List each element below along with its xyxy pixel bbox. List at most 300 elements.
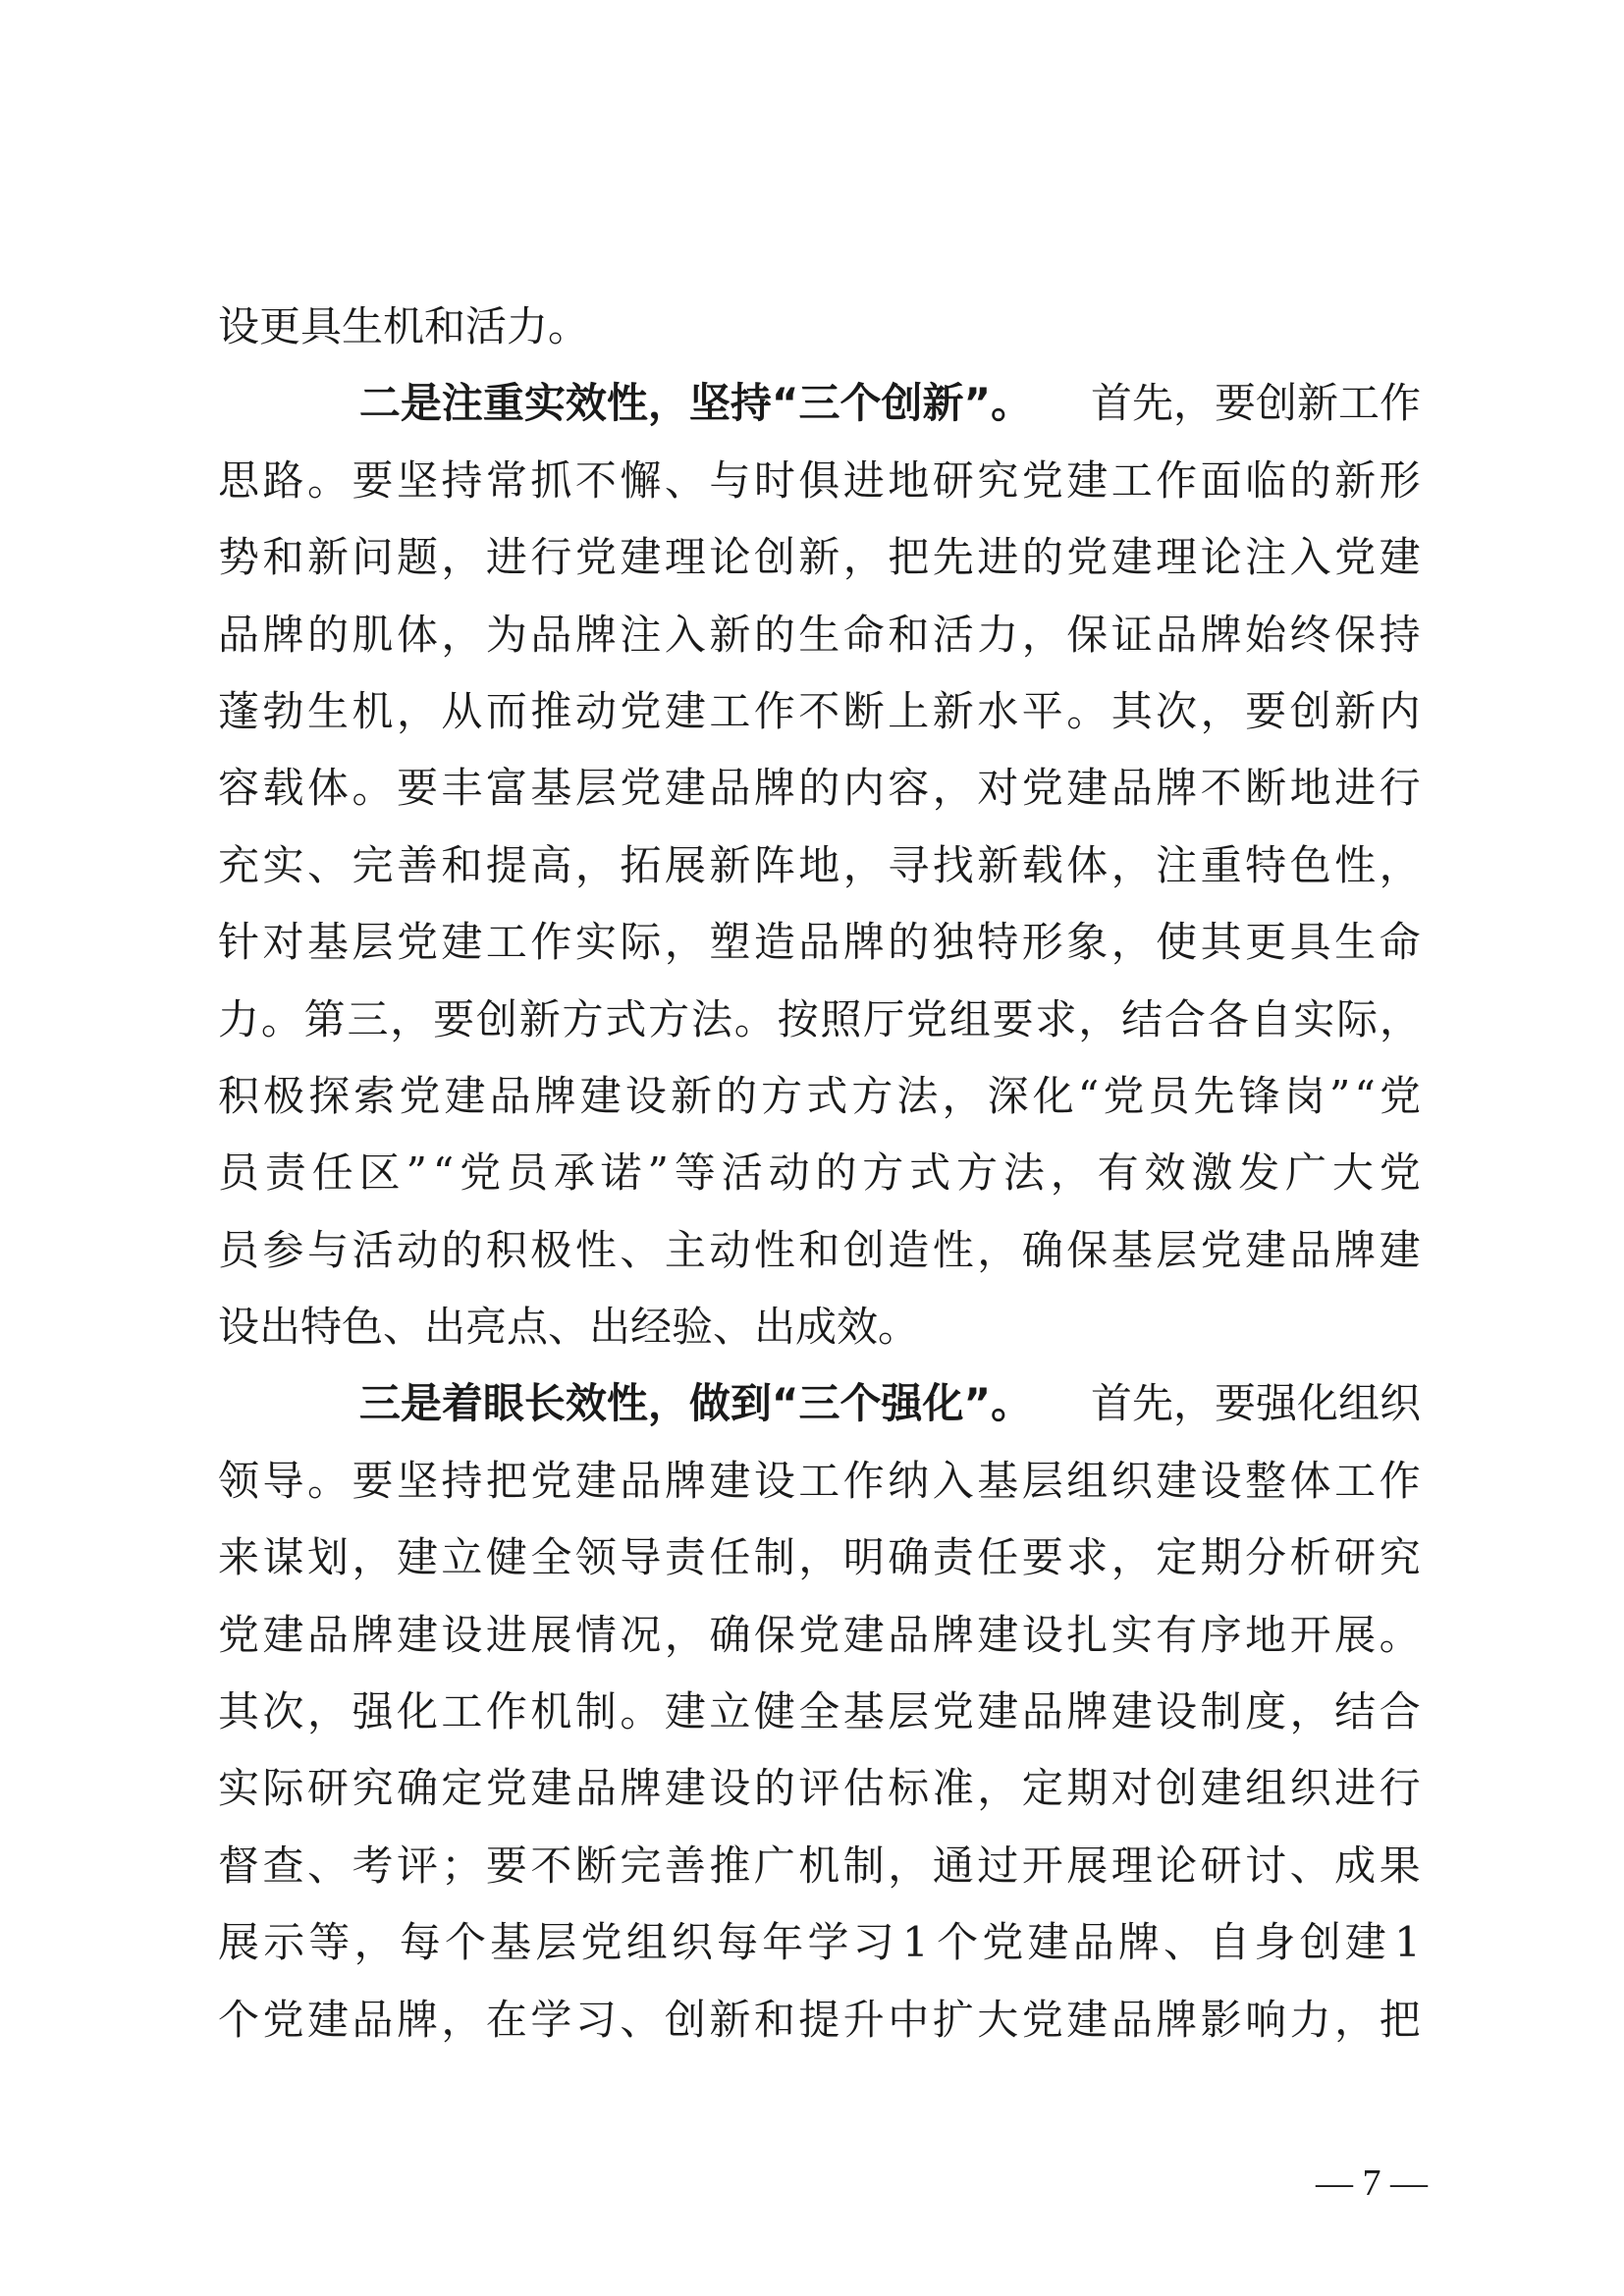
text-char: ， (1379, 994, 1421, 1043)
text-line (218, 750, 1421, 827)
text-char: 和 (753, 1995, 795, 2044)
text-char: 勃 (262, 686, 304, 735)
text-char: 终 (1289, 610, 1331, 659)
text-char: 持 (441, 1456, 483, 1505)
text-char: 党 (1066, 533, 1109, 582)
text-char: 和 (888, 610, 930, 659)
text-char: 党 (1021, 1995, 1063, 2044)
text-char: 品 (352, 1995, 394, 2044)
text-char: 坚 (396, 455, 438, 505)
text-char: 扎 (1066, 1610, 1109, 1659)
text-line-content: 首先，要创新工作 (1090, 379, 1421, 428)
text-char: 论 (1200, 533, 1242, 582)
text-char: 确 (888, 1533, 930, 1582)
text-char: 持 (441, 455, 483, 505)
text-char: 强 (352, 1687, 394, 1736)
text-char: 建 (1200, 1764, 1242, 1813)
text-char: ， (574, 840, 617, 889)
text-char: 极 (530, 1225, 572, 1274)
text-char: 新 (932, 686, 974, 735)
text-char: 等 (674, 1148, 716, 1198)
text-char: 。 (733, 994, 776, 1043)
text-char: 设 (709, 1764, 751, 1813)
text-char: 动 (396, 1225, 438, 1274)
text-char: 激 (1191, 1148, 1233, 1198)
text-char: 地 (1289, 764, 1331, 813)
text-char: 果 (1379, 1841, 1421, 1890)
text-char: 发 (1238, 1148, 1280, 1198)
text-char: ， (1110, 840, 1153, 889)
text-char: 式 (806, 1071, 848, 1120)
text-char: 动 (768, 1148, 810, 1198)
text-char: 和 (441, 840, 483, 889)
text-char: 。 (260, 994, 302, 1043)
text-char: 党 (906, 994, 948, 1043)
text-char: 肌 (352, 610, 394, 659)
text-char: 组 (1245, 1764, 1287, 1813)
text-char: 阵 (753, 840, 795, 889)
text-char: 等 (308, 1918, 351, 1967)
text-char: 保 (1334, 610, 1377, 659)
text-char: 、 (306, 1841, 349, 1890)
text-char: 诺 (600, 1148, 642, 1198)
text-char: 先 (932, 533, 974, 582)
text-char: 动 (709, 1225, 751, 1274)
text-char: 地 (798, 840, 840, 889)
text-char: 题 (396, 533, 438, 582)
text-char: 论 (709, 533, 751, 582)
text-char: 设 (1200, 1456, 1242, 1505)
text-char: 容 (888, 764, 930, 813)
text-char: 俱 (798, 455, 840, 505)
text-char: 党 (1200, 1225, 1242, 1274)
text-char: 效 (1144, 1148, 1186, 1198)
text-char: 次 (262, 1687, 304, 1736)
text-char: 结 (1334, 1687, 1377, 1736)
text-char: 习 (852, 1918, 894, 1967)
text-char: 特 (1245, 840, 1287, 889)
text-char: 建 (977, 1610, 1019, 1659)
text-char: 推 (709, 1841, 751, 1890)
text-char: 工 (1334, 1456, 1377, 1505)
text-char: 机 (798, 1841, 840, 1890)
text-char: 入 (932, 1456, 974, 1505)
text-char: 新 (1334, 686, 1377, 735)
text-char: 组 (948, 994, 991, 1043)
text-line (218, 1289, 1421, 1365)
text-char: ， (441, 610, 483, 659)
text-char: 创 (475, 994, 517, 1043)
text-char: 责 (264, 1148, 306, 1198)
text-char: 作 (753, 686, 795, 735)
text-char: 展 (218, 1918, 260, 1967)
text-char: 方 (648, 994, 690, 1043)
text-char: 求 (1035, 994, 1077, 1043)
text-char: 照 (820, 994, 862, 1043)
text-line (218, 904, 1421, 981)
text-char: 党 (262, 1995, 304, 2044)
text-char: 新 (670, 1071, 712, 1120)
text-char: 创 (664, 1995, 706, 2044)
text-char: 厅 (863, 994, 905, 1043)
text-char: 每 (399, 1918, 441, 1967)
text-char: 党 (982, 1918, 1024, 1967)
text-char: 力 (218, 994, 260, 1043)
text-char: 找 (932, 840, 974, 889)
text-char: 开 (1021, 1841, 1063, 1890)
text-char: ， (664, 918, 706, 967)
text-char: 活 (721, 1148, 763, 1198)
text-char: 建 (709, 1456, 751, 1505)
text-char: 。 (306, 1456, 349, 1505)
text-char: 组 (625, 1918, 668, 1967)
text-char: 定 (1156, 1533, 1198, 1582)
text-char: 度 (1245, 1687, 1287, 1736)
text-char: 创 (1156, 1764, 1198, 1813)
page-number: — 7 — (1316, 2163, 1428, 2204)
text-char: ， (977, 1225, 1019, 1274)
text-char: 品 (574, 1764, 617, 1813)
text-char: 研 (306, 1764, 349, 1813)
text-char: 建 (620, 533, 662, 582)
text-char: 体 (1066, 840, 1109, 889)
text-char: 在 (485, 1995, 527, 2044)
text-char: 法 (690, 994, 732, 1043)
text-char: 际 (1336, 994, 1379, 1043)
text-char: 持 (1379, 610, 1421, 659)
text-char: 层 (574, 764, 617, 813)
text-char: ， (1050, 1148, 1092, 1198)
text-char: 大 (1331, 1148, 1374, 1198)
text-char: 区 (358, 1148, 401, 1198)
text-char: 实 (574, 918, 617, 967)
text-char: 品 (1110, 764, 1153, 813)
text-char: 体 (306, 764, 349, 813)
text-char: 个 (444, 1918, 486, 1967)
text-char: 法 (896, 1071, 939, 1120)
text-char: ” (647, 1148, 670, 1198)
text-char: 蓬 (218, 686, 260, 735)
text-char: 要 (1245, 686, 1287, 735)
text-char: 织 (1289, 1764, 1331, 1813)
text-char: 党 (1334, 533, 1377, 582)
text-char: 平 (1021, 686, 1063, 735)
text-char: 活 (352, 1225, 394, 1274)
text-char: 路 (262, 455, 304, 505)
text-char: 升 (842, 1995, 885, 2044)
text-char: 党 (1103, 1071, 1145, 1120)
text-char: 化 (1032, 1071, 1074, 1120)
text-char: 设 (1156, 1687, 1198, 1736)
text-char: 地 (1245, 1610, 1287, 1659)
text-char: 针 (218, 918, 260, 967)
text-char: 党 (620, 764, 662, 813)
text-char: 保 (1066, 1225, 1109, 1274)
text-char: 。 (306, 455, 349, 505)
text-char: 与 (709, 455, 751, 505)
text-char: 断 (842, 686, 885, 735)
text-char: 牌 (932, 1610, 974, 1659)
text-char: 求 (1066, 1533, 1109, 1582)
text-char: 各 (1207, 994, 1249, 1043)
text-char: 建 (579, 1071, 622, 1120)
text-char: 层 (352, 918, 394, 967)
text-line (218, 1135, 1421, 1211)
text-char: 个 (937, 1918, 979, 1967)
text-char: 提 (485, 840, 527, 889)
text-char: 建 (1245, 1225, 1287, 1274)
text-char: 工 (485, 918, 527, 967)
text-char: 品 (1289, 1225, 1331, 1274)
text-char: ， (942, 1071, 984, 1120)
text-char: 其 (1110, 686, 1153, 735)
text-char: 评 (798, 1764, 840, 1813)
text-char: 三 (347, 994, 389, 1043)
text-char: 使 (1156, 918, 1198, 967)
text-char: 注 (620, 610, 662, 659)
text-char: 建 (530, 1764, 572, 1813)
text-char: 证 (1110, 610, 1153, 659)
text-char: 建 (1066, 455, 1109, 505)
text-char: 性 (932, 1225, 974, 1274)
text-char: 建 (1066, 764, 1109, 813)
text-char: 常 (485, 455, 527, 505)
text-char: 、 (1289, 1841, 1331, 1890)
text-char: 建 (396, 1610, 438, 1659)
text-char: 作 (1156, 455, 1198, 505)
text-char: 牌 (534, 1071, 576, 1120)
text-char: 面 (1200, 455, 1242, 505)
text-char: 展 (664, 840, 706, 889)
text-char: 确 (1021, 1225, 1063, 1274)
text-char: 牌 (262, 610, 304, 659)
text-char: 问 (352, 533, 394, 582)
text-char: 品 (1156, 610, 1198, 659)
text-char: 形 (1379, 455, 1421, 505)
text-char: 估 (842, 1764, 885, 1813)
text-char: 对 (262, 918, 304, 967)
text-char: 个 (218, 1995, 260, 2044)
text-char: 力 (977, 610, 1019, 659)
text-char: 讨 (1245, 1841, 1287, 1890)
text-char: 重 (1200, 840, 1242, 889)
text-char: 牌 (352, 1610, 394, 1659)
text-char: 建 (664, 686, 706, 735)
text-char: 不 (1200, 764, 1242, 813)
text-char: ， (977, 1764, 1019, 1813)
text-char: 要 (485, 1841, 527, 1890)
text-char: 标 (888, 1764, 930, 1813)
text-char: 领 (218, 1456, 260, 1505)
paragraph-heading: 三是着眼长效性，做到“三个强化”。 (358, 1379, 1033, 1428)
text-char: 。 (1379, 1610, 1421, 1659)
text-char: 任 (311, 1148, 353, 1198)
text-char: ， (1334, 1995, 1377, 2044)
text-char: 丰 (441, 764, 483, 813)
text-char: 工 (441, 1687, 483, 1736)
text-char: 的 (306, 610, 349, 659)
text-char: 设 (1021, 1610, 1063, 1659)
text-char: ， (1021, 610, 1063, 659)
text-char: 特 (977, 918, 1019, 967)
text-char: 作 (485, 1687, 527, 1736)
text-char: 的 (753, 610, 795, 659)
text-char: 生 (1334, 918, 1377, 967)
text-char: 扩 (932, 1995, 974, 2044)
text-line (218, 1597, 1421, 1674)
text-char: 断 (574, 1841, 617, 1890)
text-char: 牌 (842, 918, 885, 967)
text-char: 性 (1334, 840, 1377, 889)
text-char: 督 (218, 1841, 260, 1890)
text-char: 新 (709, 610, 751, 659)
text-char: 织 (671, 1918, 713, 1967)
text-char: 展 (1066, 1841, 1109, 1890)
text-char: 方 (562, 994, 604, 1043)
text-char: 载 (262, 764, 304, 813)
text-char: 牌 (1334, 1225, 1377, 1274)
text-char: 品 (306, 1610, 349, 1659)
text-char: 保 (753, 1610, 795, 1659)
text-char: 善 (396, 840, 438, 889)
text-char: 基 (1110, 1225, 1153, 1274)
text-char: 织 (1110, 1456, 1153, 1505)
text-char: 方 (761, 1071, 803, 1120)
text-char: 序 (1200, 1610, 1242, 1659)
text-char: 建 (664, 1764, 706, 1813)
text-char: 自 (1209, 1918, 1251, 1967)
text-char: 员 (506, 1148, 548, 1198)
text-char: 党 (1379, 1148, 1421, 1198)
text-char: 过 (977, 1841, 1019, 1890)
text-char: 合 (1379, 1687, 1421, 1736)
text-char: ， (798, 1533, 840, 1582)
text-char: 创 (1299, 1918, 1341, 1967)
text-char: 命 (1379, 918, 1421, 967)
text-char: 理 (664, 533, 706, 582)
text-char: 建 (441, 918, 483, 967)
text-char: 成 (1334, 1841, 1377, 1890)
text-char: 参 (262, 1225, 304, 1274)
text-char: 创 (842, 1225, 885, 1274)
text-char: 、 (1164, 1918, 1206, 1967)
text-char: 品 (530, 610, 572, 659)
text-char: 品 (798, 918, 840, 967)
text-char: ， (396, 686, 438, 735)
text-char: 党 (460, 1148, 502, 1198)
text-char: 要 (992, 994, 1034, 1043)
text-char: 主 (664, 1225, 706, 1274)
text-char: 式 (909, 1148, 951, 1198)
text-char: 建 (1066, 1995, 1109, 2044)
text-char: 建 (306, 1995, 349, 2044)
text-char: 层 (888, 1687, 930, 1736)
text-char: 牌 (574, 610, 617, 659)
text-char: 员 (218, 1225, 260, 1274)
text-char: 整 (1245, 1456, 1287, 1505)
text-char: 牌 (664, 1456, 706, 1505)
text-char: 行 (1379, 1764, 1421, 1813)
text-char: 考 (352, 1841, 394, 1890)
text-char: 基 (306, 918, 349, 967)
text-char: 研 (1200, 1841, 1242, 1890)
text-char: 具 (1289, 918, 1331, 967)
text-char: 党 (1021, 764, 1063, 813)
text-char: 形 (1021, 918, 1063, 967)
text-char: 上 (888, 686, 930, 735)
text-line (218, 1443, 1421, 1520)
text-char: ， (842, 840, 885, 889)
text-char: 拓 (620, 840, 662, 889)
text-char: 建 (664, 764, 706, 813)
text-char: 党 (1021, 455, 1063, 505)
text-char: 容 (218, 764, 260, 813)
indent (218, 365, 300, 442)
text-char: 品 (218, 610, 260, 659)
text-char: 思 (218, 455, 260, 505)
text-char: 牌 (396, 1995, 438, 2044)
text-char: 入 (1289, 533, 1331, 582)
text-char: 实 (218, 1764, 260, 1813)
text-char: 的 (815, 1148, 857, 1198)
text-char: 牌 (620, 1764, 662, 1813)
text-char: 行 (530, 533, 572, 582)
text-char: 党 (932, 1687, 974, 1736)
text-char: 作 (1379, 1456, 1421, 1505)
text-char: ” (406, 1148, 427, 1198)
text-char: 把 (888, 533, 930, 582)
text-char: 工 (798, 1456, 840, 1505)
text-char: 命 (842, 610, 885, 659)
text-char: 党 (218, 1610, 260, 1659)
text-char: 工 (709, 686, 751, 735)
text-char: 建 (1344, 1918, 1386, 1967)
text-char: 准 (932, 1764, 974, 1813)
text-char: 实 (1293, 994, 1335, 1043)
text-char: 的 (753, 1764, 795, 1813)
text-char: 进 (485, 533, 527, 582)
text-char: 体 (1289, 1456, 1331, 1505)
text-char: 更 (1245, 918, 1287, 967)
text-char: 影 (1200, 1995, 1242, 2044)
text-char: 从 (441, 686, 483, 735)
text-char: 党 (396, 918, 438, 967)
text-char: 定 (1021, 1764, 1063, 1813)
text-char: 大 (977, 1995, 1019, 2044)
text-char: 广 (753, 1841, 795, 1890)
text-char: 方 (956, 1148, 999, 1198)
text-char: 新 (977, 840, 1019, 889)
text-char: 身 (1254, 1918, 1296, 1967)
text-char: 合 (1164, 994, 1206, 1043)
text-char: 每 (717, 1918, 759, 1967)
text-char: 究 (352, 1764, 394, 1813)
text-char: 划 (306, 1533, 349, 1582)
text-line (218, 1520, 1421, 1596)
text-char: 确 (396, 1764, 438, 1813)
text-char: 究 (1379, 1533, 1421, 1582)
text-char: 先 (1193, 1071, 1235, 1120)
text-char: 品 (620, 1456, 662, 1505)
text-char: 生 (306, 686, 349, 735)
text-char: ， (1289, 1687, 1331, 1736)
text-char: 员 (1148, 1071, 1190, 1120)
text-char: 基 (842, 1687, 885, 1736)
text-char: 建 (977, 1687, 1019, 1736)
text-char: 的 (798, 764, 840, 813)
text-char: 牌 (753, 764, 795, 813)
text-char: 承 (553, 1148, 595, 1198)
